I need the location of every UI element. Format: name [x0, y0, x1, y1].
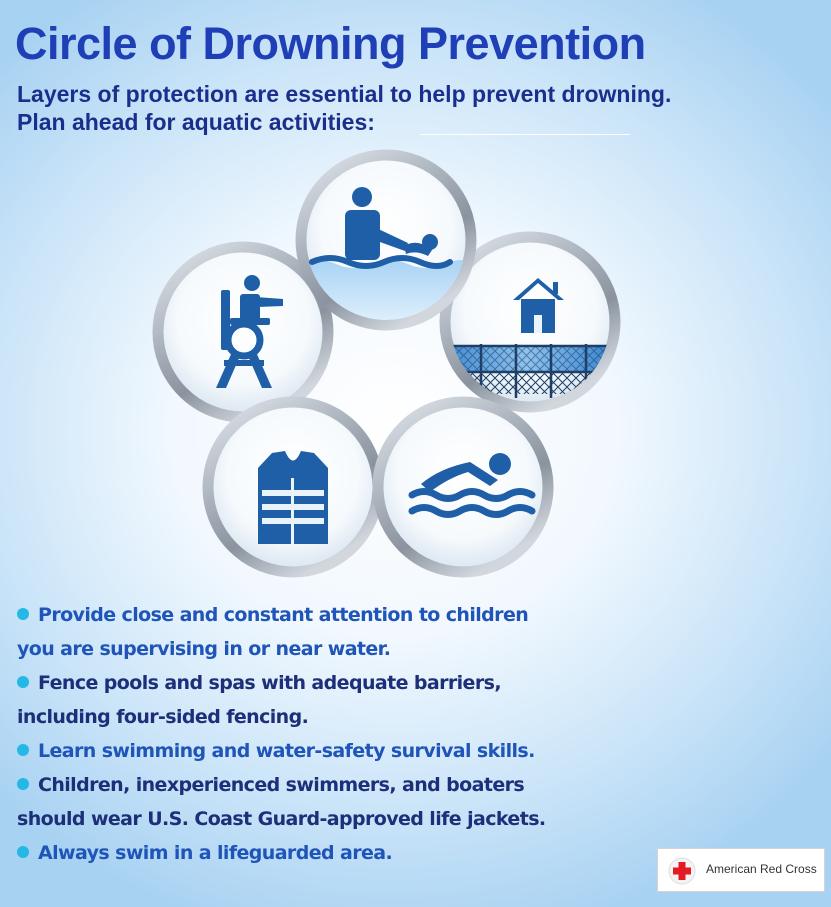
subtitle-line-2: Plan ahead for aquatic activities:: [17, 109, 375, 135]
bullet-dot-icon: [17, 676, 29, 688]
bullet-dot-icon: [17, 778, 29, 790]
bullet-dot-icon: [17, 846, 29, 858]
list-item-continued: should wear U.S. Coast Guard-approved life jackets.: [17, 808, 546, 830]
ring-swimmer: [378, 402, 548, 572]
bullet-dot-icon: [17, 608, 29, 620]
list-item: Learn swimming and water-safety survival skills.: [17, 734, 717, 768]
list-item: Fence pools and spas with adequate barriers,: [17, 666, 717, 700]
page-title: Circle of Drowning Prevention: [15, 18, 646, 69]
list-item-continued: including four-sided fencing.: [17, 706, 309, 728]
american-red-cross-logo: [657, 848, 825, 892]
safety-tips-list: [17, 598, 717, 870]
list-item-continued: you are supervising in or near water.: [17, 638, 391, 660]
red-cross-icon: [668, 857, 696, 885]
list-item: Children, inexperienced swimmers, and boaters: [17, 768, 717, 802]
subtitle-line-1: Layers of protection are essential to help prevent drowning.: [17, 81, 672, 107]
list-item: Always swim in a lifeguarded area.: [17, 836, 717, 870]
bullet-dot-icon: [17, 744, 29, 756]
list-item: Provide close and constant attention to children: [17, 598, 717, 632]
life-jacket-icon: [258, 451, 328, 544]
logo-text: American Red Cross: [706, 862, 817, 876]
